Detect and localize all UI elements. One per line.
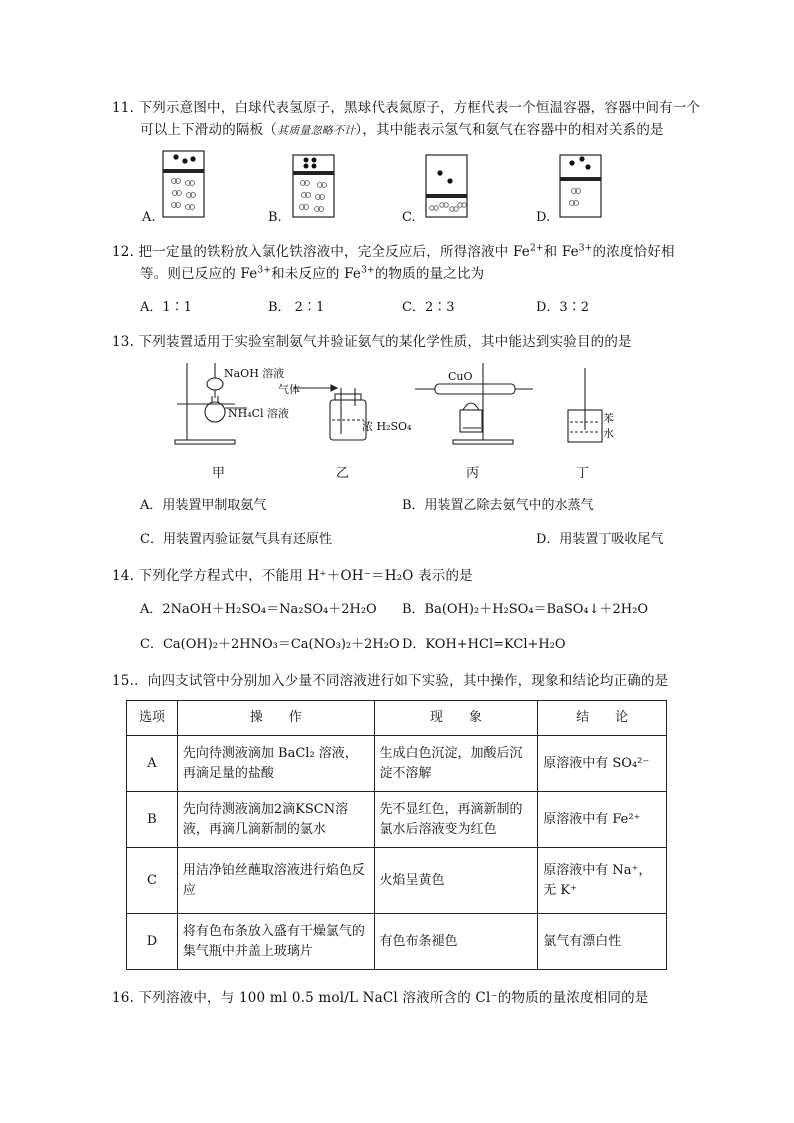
q14-option-d: D．KOH+HCl=KCl+H₂O [402, 637, 566, 652]
q13-label-yi: 乙 [336, 466, 350, 481]
table-row [127, 792, 667, 848]
q12-line2a: 等。则已反应的 Fe [140, 266, 258, 282]
cell-conclusion: 原溶液中有 SO₄²⁻ [538, 736, 667, 792]
table-row [127, 736, 667, 792]
cell-option: C [127, 848, 178, 914]
q13-fig-h2so4: 浓 H₂SO₄ [362, 420, 412, 433]
q12-line1b: 和 Fe [543, 244, 579, 260]
q11-line2a: 可以上下滑动的隔板（ [140, 122, 277, 138]
q13-label-jia: 甲 [212, 466, 226, 481]
container-a [163, 151, 204, 217]
q13-option-b: B．用装置乙除去氨气中的水蒸气 [402, 498, 594, 513]
q12-line2 [140, 262, 484, 282]
cell-conclusion: 氯气有漂白性 [538, 914, 667, 970]
q12-option-a: A．1∶1 [140, 300, 192, 315]
q12-sup4: 3+ [361, 265, 375, 276]
q13-option-d: D．用装置丁吸收尾气 [536, 532, 664, 547]
container-c [426, 155, 467, 217]
container-d [560, 155, 601, 217]
q11-label-b: B. [268, 210, 282, 225]
q16-text: 16. 下列溶液中，与 100 ml 0.5 mol/L NaCl 溶液所含的 Cl⁻的物质的量浓度相同的是 [112, 990, 649, 1006]
cell-phenomenon: 有色布条褪色 [374, 914, 538, 970]
q12-line1c: 的浓度恰好相 [592, 244, 675, 260]
cell-operation: 将有色布条放入盛有干燥氯气的集气瓶中并盖上玻璃片 [177, 914, 374, 970]
q14-option-a: A．2NaOH＋H₂SO₄＝Na₂SO₄＋2H₂O [140, 602, 377, 617]
q12-sup1: 2+ [529, 243, 544, 254]
header-phenomenon: 现 象 [374, 701, 538, 736]
q11-note: 其质量忽略不计 [277, 124, 356, 137]
q13-option-c: C．用装置丙验证氨气具有还原性 [140, 532, 332, 547]
q12-line2c: 的物质的量之比为 [374, 266, 485, 282]
q14-text: 14. 下列化学方程式中，不能用 H⁺＋OH⁻＝H₂O 表示的是 [112, 568, 473, 584]
q13-label-bing: 丙 [466, 466, 480, 481]
q11-line2 [140, 118, 664, 138]
q13-fig-nh4cl: NH₄Cl 溶液 [228, 407, 290, 420]
cell-phenomenon: 生成白色沉淀，加酸后沉淀不溶解 [374, 736, 538, 792]
header-conclusion: 结 论 [538, 701, 667, 736]
q11-label-c: C. [402, 210, 416, 225]
q11-label-d: D. [536, 210, 551, 225]
q11-line1: 11. 下列示意图中，白球代表氢原子，黑球代表氮原子，方框代表一个恒温容器，容器中间有一个 [112, 100, 701, 116]
q13-fig-naoh: NaOH 溶液 [224, 367, 285, 380]
q12-sup2: 3+ [578, 243, 593, 254]
cell-option: A [127, 736, 178, 792]
cell-option: B [127, 792, 178, 848]
q12-option-c: C．2∶3 [402, 300, 455, 315]
q12-sup3: 3+ [257, 265, 272, 276]
q13-label-ding: 丁 [576, 466, 590, 481]
cell-operation: 先向待测液滴加 BaCl₂ 溶液，再滴足量的盐酸 [177, 736, 374, 792]
q12-line2b: 和未反应的 Fe [271, 266, 362, 282]
table-header-row [127, 701, 667, 736]
q14-option-c: C．Ca(OH)₂＋2HNO₃＝Ca(NO₃)₂＋2H₂O [140, 637, 400, 652]
q15-table [126, 700, 667, 970]
q13-text: 13. 下列装置适用于实验室制氨气并验证氨气的某化学性质，其中能达到实验目的的是 [112, 334, 632, 350]
cell-operation: 用洁净铂丝蘸取溶液进行焰色反应 [177, 848, 374, 914]
cell-phenomenon: 先不显红色，再滴新制的氯水后溶液变为红色 [374, 792, 538, 848]
q11-label-a: A. [142, 210, 156, 225]
q11-diagrams [130, 145, 630, 225]
q13-fig-cuo: CuO [448, 370, 473, 383]
header-operation: 操 作 [177, 701, 374, 736]
q12-option-b: B． 2∶1 [268, 300, 325, 315]
table-row [127, 848, 667, 914]
q12-line1a: 12. 把一定量的铁粉放入氯化铁溶液中，完全反应后，所得溶液中 Fe [112, 244, 530, 260]
q14-option-b: B．Ba(OH)₂＋H₂SO₄＝BaSO₄↓＋2H₂O [402, 602, 648, 617]
cell-conclusion: 原溶液中有 Fe²⁺ [538, 792, 667, 848]
q11-line2b: ），其中能表示氢气和氨气在容器中的相对关系的是 [355, 122, 664, 138]
q13-fig-water: 水 [603, 427, 614, 440]
q13-fig-gas: 气体 [278, 383, 300, 396]
q12-line1 [112, 240, 675, 260]
cell-option: D [127, 914, 178, 970]
cell-phenomenon: 火焰呈黄色 [374, 848, 538, 914]
cell-conclusion: 原溶液中有 Na⁺，无 K⁺ [538, 848, 667, 914]
q12-option-d: D．3∶2 [536, 300, 589, 315]
container-b [293, 155, 334, 217]
table-row [127, 914, 667, 970]
q13-fig-benzene: 苯 [603, 412, 614, 425]
cell-operation: 先向待测液滴加2滴KSCN溶液，再滴几滴新制的氯水 [177, 792, 374, 848]
header-option: 选项 [127, 701, 178, 736]
q15-text: 15.．向四支试管中分别加入少量不同溶液进行如下实验，其中操作，现象和结论均正确的是 [112, 673, 669, 689]
q13-option-a: A．用装置甲制取氨气 [140, 498, 267, 513]
